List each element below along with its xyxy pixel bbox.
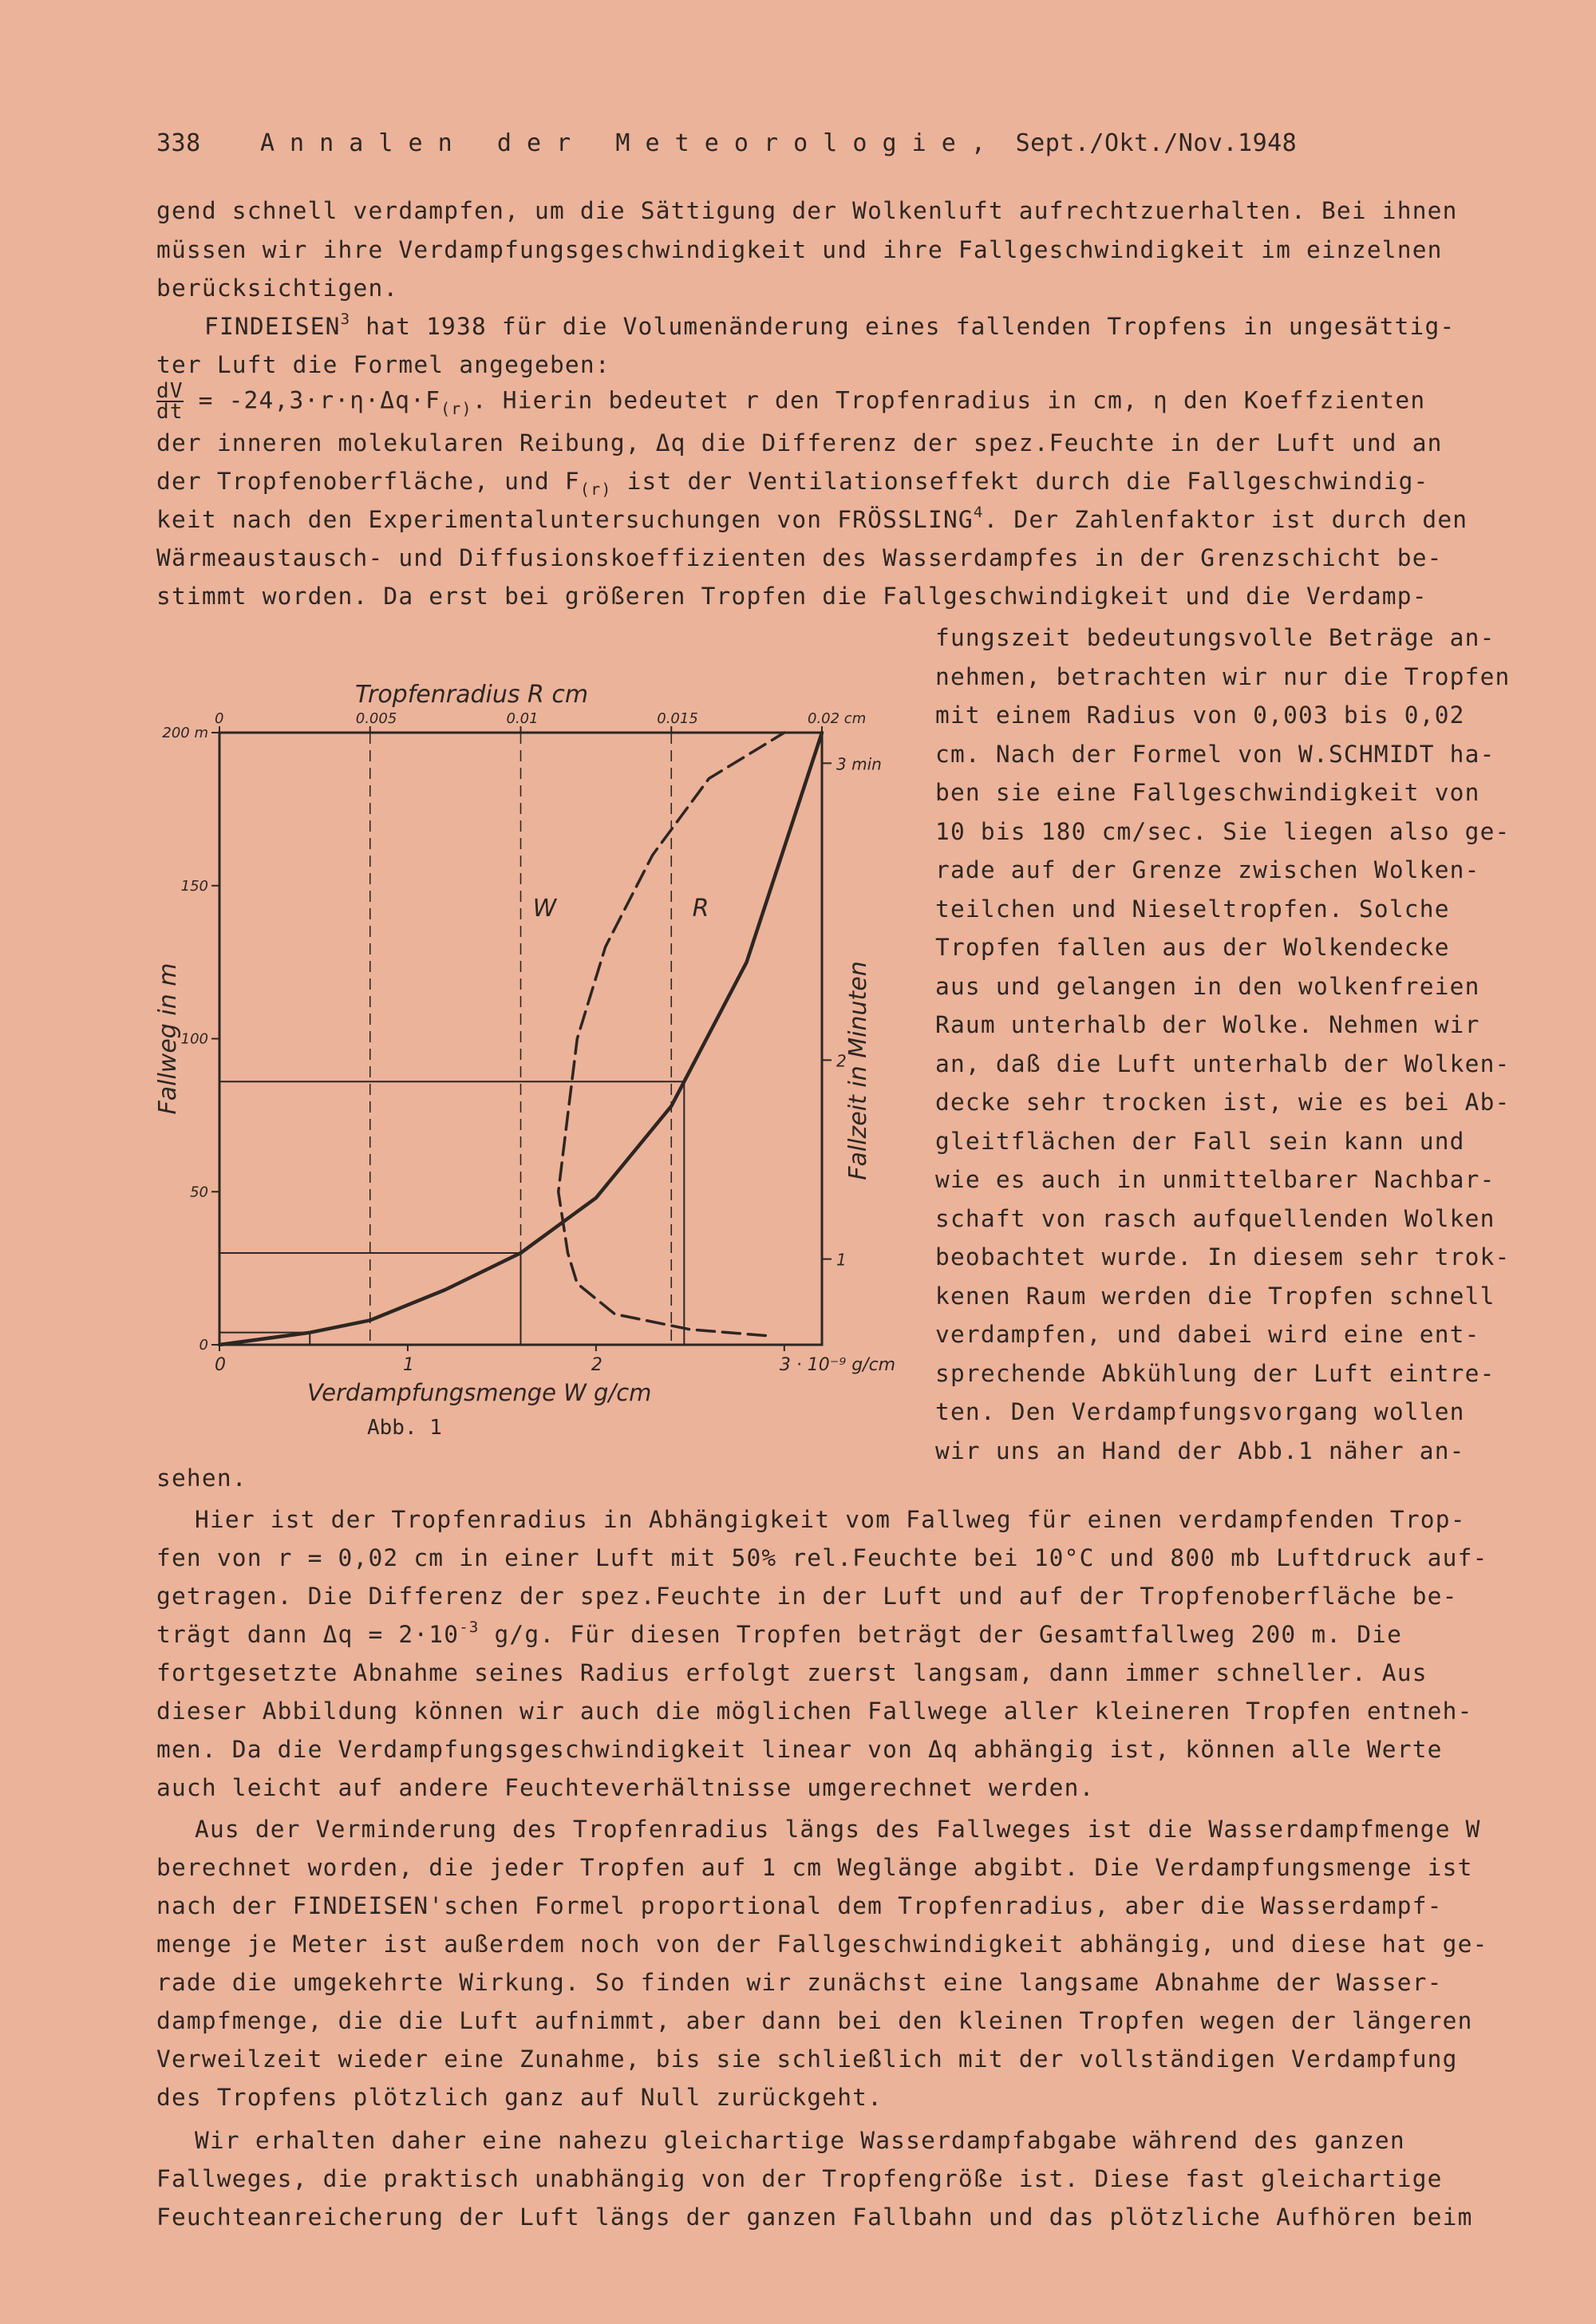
text-line: sehen.	[156, 1464, 247, 1492]
bottom-tick-label: 3 · 10⁻⁹ g/cm	[779, 1355, 896, 1375]
left-tick-label: 0	[199, 1337, 208, 1354]
right-column-line: ben sie eine Fallgeschwindigkeit von	[935, 779, 1480, 806]
series-label-R: R	[692, 895, 709, 923]
text-line: rade die umgekehrte Wirkung. So finden wir zunächst eine langsame Abnahme der Wasser-	[156, 1969, 1443, 1996]
text-line: dampfmenge, die die Luft aufnimmt, aber dann bei den kleinen Tropfen wegen der längeren	[156, 2007, 1473, 2034]
text-line: trägt dann $\Delta q = 2\cdot 10^{-3}$ g/g. Für diesen Tropfen beträgt der Gesamtfallweg 200 m. Die	[156, 1618, 1403, 1648]
right-column-line: fungszeit bedeutungsvolle Beträge an-	[935, 624, 1495, 651]
right-column-line: Tropfen fallen aus der Wolkendecke	[935, 934, 1450, 961]
top-tick-label: 0.005	[355, 710, 397, 727]
text-line: Hier ist der Tropfenradius in Abhängigkeit vom Fallweg für einen verdampfenden Trop-	[195, 1506, 1466, 1533]
text-line: stimmt worden. Da erst bei größeren Tropfen die Fallgeschwindigkeit und die Verdamp-	[156, 583, 1428, 610]
bottom-tick-label: 1	[402, 1355, 414, 1375]
text-line: Verweilzeit wieder eine Zunahme, bis sie schließlich mit der vollständigen Verdampfung	[156, 2045, 1458, 2073]
text-line: gend schnell verdampfen, um die Sättigung der Wolkenluft aufrechtzuerhalten. Bei ihnen	[156, 197, 1458, 224]
bottom-tick-label: 2	[591, 1355, 602, 1375]
right-column-line: kenen Raum werden die Tropfen schnell	[935, 1282, 1495, 1310]
right-column-line: nehmen, betrachten wir nur die Tropfen	[935, 662, 1511, 690]
text-line: der inneren molekularen Reibung, Δq die Differenz der spez.Feuchte in der Luft und an	[156, 429, 1443, 457]
right-column-line: gleitflächen der Fall sein kann und	[935, 1127, 1465, 1155]
right-column-line: wie es auch in unmittelbarer Nachbar-	[935, 1166, 1495, 1193]
right-column-line: sprechende Abkühlung der Luft eintre-	[935, 1359, 1495, 1387]
bottom-axis-title: Verdampfungsmenge W g/cm	[307, 1379, 652, 1406]
top-tick-label: 0.02 cm	[808, 710, 867, 727]
running-header	[156, 129, 1513, 157]
page-number: 338	[156, 129, 201, 157]
right-tick-label: 1	[836, 1250, 847, 1270]
right-column-line: beobachtet wurde. In diesem sehr trok-	[935, 1243, 1511, 1271]
journal-title: A n n a l e n d e r M e t e o r o l o g i e ,	[259, 129, 986, 157]
right-column-line: wir uns an Hand der Abb.1 näher an-	[935, 1437, 1465, 1464]
text-line: Fallweges, die praktisch unabhängig von der Tropfengröße ist. Diese fast gleichartige	[156, 2165, 1443, 2192]
text-line: FINDEISEN$^3$ hat 1938 für die Volumenänderung eines fallenden Tropfens in ungesättig-	[204, 310, 1456, 340]
text-line: ter Luft die Formel angegeben:	[156, 351, 610, 378]
left-tick-label: 150	[180, 877, 208, 895]
formula-line: $\frac{dV}{dt}$ = $-24,3\cdot r\cdot\eta\cdot\Delta q\cdot F_{(r)}$. Hierin bedeutet r den Tropfenradius in cm, η den Koeffzienten	[156, 379, 1426, 424]
text-line: fen von r = 0,02 cm in einer Luft mit 50% rel.Feuchte bei 10°C und 800 mb Luftdruck auf-	[156, 1544, 1488, 1571]
right-column-line: 10 bis 180 cm/sec. Sie liegen also ge-	[935, 817, 1511, 845]
figure-abb-1	[144, 670, 896, 1440]
top-axis-title: Tropfenradius R cm	[355, 681, 589, 709]
text-line: menge je Meter ist außerdem noch von der Fallgeschwindigkeit abhängig, und diese hat ge-	[156, 1931, 1488, 1958]
text-line: berechnet worden, die jeder Tropfen auf 1 cm Weglänge abgibt. Die Verdampfungsmenge ist	[156, 1854, 1473, 1881]
text-line: der Tropfenoberfläche, und $F_{(r)}$ ist der Ventilationseffekt durch die Fallgeschwindig-	[156, 468, 1429, 499]
top-tick-label: 0.01	[506, 710, 539, 727]
text-line: berücksichtigen.	[156, 275, 399, 302]
right-column-line: verdampfen, und dabei wird eine ent-	[935, 1321, 1480, 1348]
text-line: getragen. Die Differenz der spez.Feuchte in der Luft und auf der Tropfenoberfläche be-	[156, 1583, 1458, 1610]
top-tick-label: 0	[215, 710, 224, 727]
right-column-line: schaft von rasch aufquellenden Wolken	[935, 1204, 1495, 1232]
right-column-line: Raum unterhalb der Wolke. Nehmen wir	[935, 1011, 1480, 1038]
left-tick-label: 50	[190, 1184, 208, 1201]
right-tick-label: 2	[836, 1051, 847, 1071]
text-line: Aus der Verminderung des Tropfenradius längs des Fallweges ist die Wasserdampfmenge W	[195, 1816, 1481, 1843]
right-column-line: decke sehr trocken ist, wie es bei Ab-	[935, 1089, 1511, 1116]
text-line: Wärmeaustausch- und Diffusionskoeffizienten des Wasserdampfes in der Grenzschicht be-	[156, 544, 1443, 571]
right-tick-label: 3 min	[836, 754, 882, 774]
left-tick-label: 100	[180, 1030, 208, 1048]
text-line: men. Da die Verdampfungsgeschwindigkeit linear von Δq abhängig ist, können alle Werte	[156, 1736, 1443, 1763]
text-line: dieser Abbildung können wir auch die möglichen Fallwege aller kleineren Tropfen entneh-	[156, 1698, 1473, 1725]
left-axis-title: Fallweg in m	[154, 962, 182, 1115]
text-line: des Tropfens plötzlich ganz auf Null zurückgeht.	[156, 2084, 883, 2111]
text-line: Feuchteanreicherung der Luft längs der ganzen Fallbahn und das plötzliche Aufhören beim	[156, 2203, 1473, 2231]
left-tick-label: 200 m	[162, 725, 208, 741]
right-axis-title: Fallzeit in Minuten	[844, 961, 872, 1180]
right-column-line: cm. Nach der Formel von W.SCHMIDT ha-	[935, 740, 1495, 768]
right-column-line: aus und gelangen in den wolkenfreien	[935, 972, 1480, 1000]
series-label-W: W	[532, 895, 557, 923]
text-line: Wir erhalten daher eine nahezu gleichartige Wasserdampfabgabe während des ganzen	[195, 2127, 1405, 2154]
text-line: fortgesetzte Abnahme seines Radius erfolgt zuerst langsam, dann immer schneller. Aus	[156, 1659, 1428, 1686]
text-line: müssen wir ihre Verdampfungsgeschwindigkeit und ihre Fallgeschwindigkeit im einzelnen	[156, 236, 1443, 263]
right-column-line: an, daß die Luft unterhalb der Wolken-	[935, 1049, 1511, 1077]
issue-date: Sept./Okt./Nov.1948	[1015, 129, 1298, 157]
bottom-tick-label: 0	[215, 1355, 226, 1375]
text-line: keit nach den Experimentaluntersuchungen von FRÖSSLING$^4$. Der Zahlenfaktor ist durch den	[156, 504, 1468, 533]
figure-caption: Abb. 1	[367, 1416, 442, 1440]
fraction-dv-dt: $\frac{dV}{dt}$	[156, 379, 184, 424]
right-column-line: teilchen und Nieseltropfen. Solche	[935, 895, 1450, 923]
top-tick-label: 0.015	[657, 710, 698, 727]
right-column-line: mit einem Radius von 0,003 bis 0,02	[935, 702, 1465, 729]
text-line: auch leicht auf andere Feuchteverhältnisse umgerechnet werden.	[156, 1774, 1095, 1801]
right-column-line: rade auf der Grenze zwischen Wolken-	[935, 856, 1480, 883]
right-column-line: ten. Den Verdampfungsvorgang wollen	[935, 1398, 1465, 1425]
text-line: nach der FINDEISEN'schen Formel proportional dem Tropfenradius, aber die Wasserdampf-	[156, 1892, 1443, 1919]
